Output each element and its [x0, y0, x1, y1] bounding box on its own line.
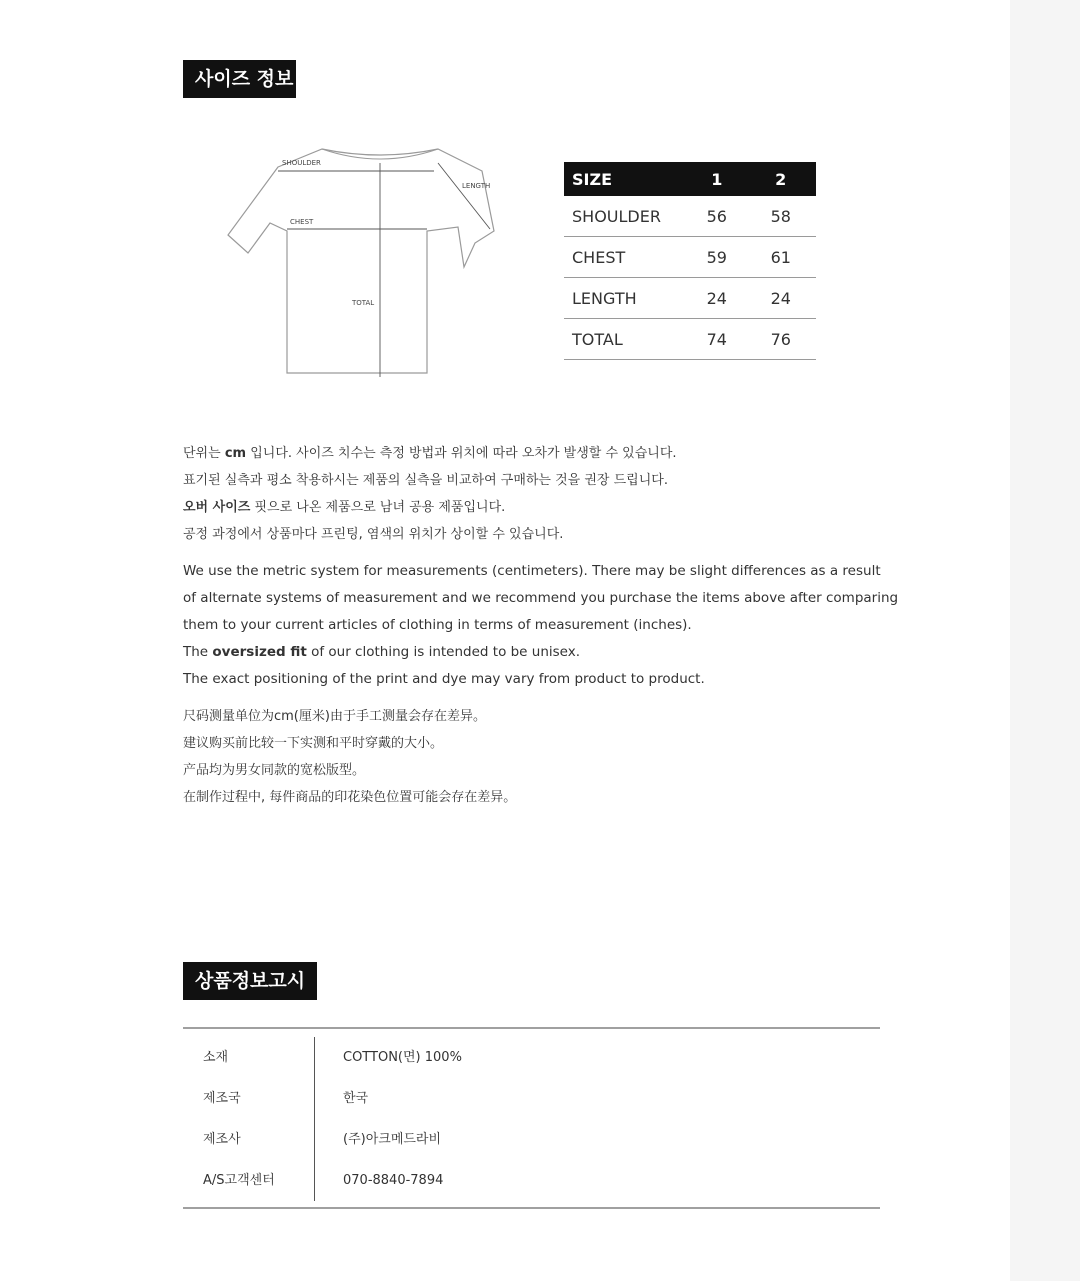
size-chart-header-label: SIZE [564, 162, 688, 196]
note-text-bold: cm [224, 446, 247, 461]
size-chart-header-size-1: 1 [688, 162, 745, 196]
size-chart-row [564, 196, 816, 237]
english-notes [183, 558, 899, 693]
product-notice-key: 소재 [183, 1037, 315, 1078]
note-text: 입니다. 사이즈 치수는 측정 방법과 위치에 따라 오차가 발생할 수 있습니다. [246, 446, 677, 461]
size-chart-cell: 58 [746, 196, 817, 237]
product-notice-key: 제조사 [183, 1119, 315, 1160]
tshirt-measurement-diagram [220, 135, 510, 385]
korean-notes [183, 440, 883, 548]
size-chart-cell: 76 [746, 319, 817, 360]
chinese-note-line: 建议购买前比较一下实测和平时穿戴的大小。 [183, 736, 444, 751]
product-notice-heading: 상품정보고시 [183, 962, 317, 1000]
chinese-notes [183, 703, 883, 811]
product-notice-key: 제조국 [183, 1078, 315, 1119]
size-info-heading: 사이즈 정보 [183, 60, 296, 98]
size-chart-cell: 24 [688, 278, 745, 319]
note-text: The [183, 644, 213, 660]
size-chart-table [564, 162, 816, 360]
note-text-bold: 오버 사이즈 [183, 500, 251, 515]
korean-note-line: 표기된 실측과 평소 착용하시는 제품의 실측을 비교하여 구매하는 것을 권장 드립니다. [183, 473, 668, 488]
chinese-note-line: 尺码测量单位为cm(厘米)由于手工测量会存在差异。 [183, 709, 486, 724]
product-notice-value: 한국 [343, 1091, 369, 1106]
size-chart-header-size-2: 2 [746, 162, 817, 196]
product-notice-row [183, 1078, 880, 1119]
size-chart-row [564, 319, 816, 360]
english-note-line: them to your current articles of clothing in terms of measurement (inches). [183, 617, 692, 633]
product-notice-value: COTTON(면) 100% [343, 1050, 462, 1065]
note-text-bold: oversized fit [212, 644, 307, 660]
english-note-line: of alternate systems of measurement and we recommend you purchase the items above after comparing [183, 590, 899, 606]
tshirt-outline-drawing [220, 135, 510, 385]
diagram-label-total: TOTAL [352, 299, 375, 307]
product-notice-row [183, 1037, 880, 1078]
size-chart-cell: 59 [688, 237, 745, 278]
size-chart-cell: 56 [688, 196, 745, 237]
korean-note-line [183, 440, 883, 467]
note-text: 단위는 [183, 446, 225, 461]
size-chart-cell-label: CHEST [564, 237, 688, 278]
english-note-line: We use the metric system for measurements (centimeters). There may be slight differences as a result [183, 563, 881, 579]
product-notice-key: A/S고객센터 [183, 1160, 315, 1201]
product-notice-value: 070-8840-7894 [343, 1173, 444, 1188]
size-chart-cell-label: SHOULDER [564, 196, 688, 237]
size-chart-cell-label: LENGTH [564, 278, 688, 319]
diagram-label-chest: CHEST [290, 218, 314, 226]
size-notes [183, 440, 899, 811]
size-chart-cell-label: TOTAL [564, 319, 688, 360]
size-chart-cell: 61 [746, 237, 817, 278]
chinese-note-line: 产品均为男女同款的宽松版型。 [183, 763, 366, 778]
english-note-line [183, 639, 883, 666]
diagram-label-length: LENGTH [462, 182, 491, 190]
page-side-band [1010, 0, 1080, 1281]
chinese-note-line: 在制作过程中, 每件商品的印花染色位置可能会存在差异。 [183, 790, 517, 805]
diagram-label-shoulder: SHOULDER [282, 159, 321, 167]
size-chart-cell: 24 [746, 278, 817, 319]
product-notice-value: (주)아크메드라비 [343, 1132, 442, 1147]
korean-note-line [183, 494, 883, 521]
product-notice-table [183, 1027, 880, 1209]
korean-note-line: 공정 과정에서 상품마다 프린팅, 염색의 위치가 상이할 수 있습니다. [183, 527, 564, 542]
note-text: of our clothing is intended to be unisex. [306, 644, 581, 660]
product-notice-row [183, 1119, 880, 1160]
size-chart-header-row [564, 162, 816, 196]
size-chart-row [564, 278, 816, 319]
size-chart-row [564, 237, 816, 278]
english-note-line: The exact positioning of the print and dye may vary from product to product. [183, 671, 705, 687]
note-text: 핏으로 나온 제품으로 남녀 공용 제품입니다. [250, 500, 506, 515]
size-chart-cell: 74 [688, 319, 745, 360]
product-notice-row [183, 1160, 880, 1201]
